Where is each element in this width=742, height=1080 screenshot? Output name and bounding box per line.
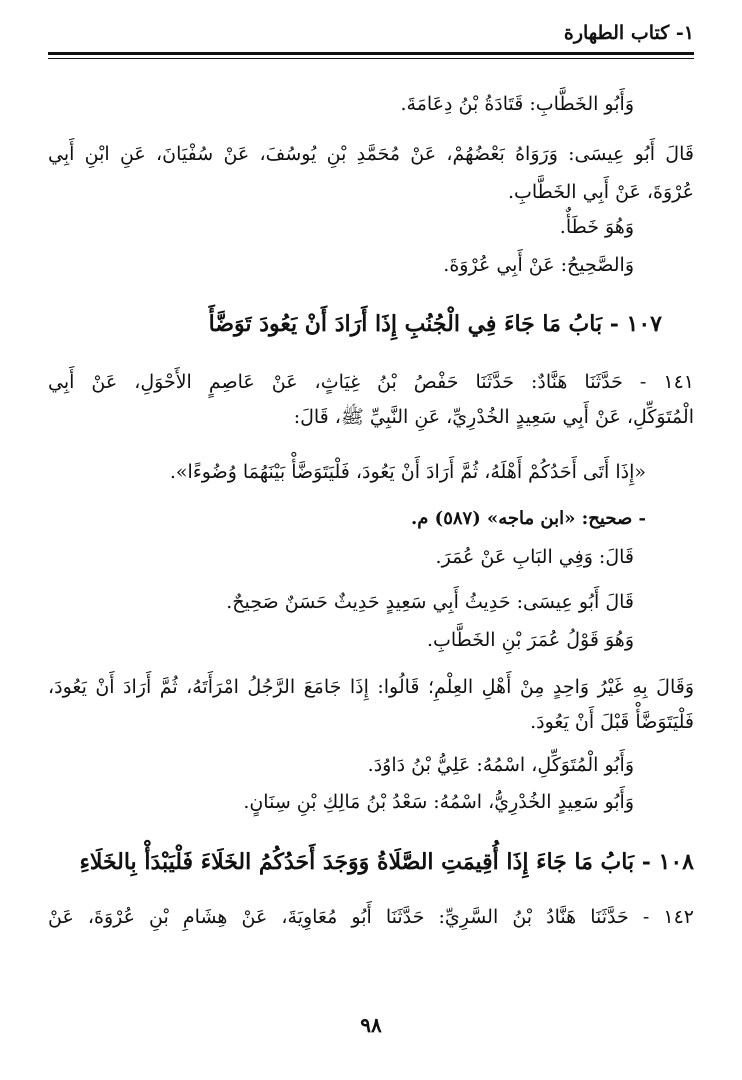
- text-line: وَقَالَ بِهِ غَيْرُ وَاحِدٍ مِنْ أَهْلِ العِلْمِ؛ قَالُوا: إِذَا جَامَعَ الرَّجُلُ امْرَأَتَهُ، ثُمَّ أَرَادَ أَنْ يَعُودَ،: [48, 676, 694, 698]
- chapter-heading-108: ١٠٨ - بَابُ مَا جَاءَ إِذَا أُقِيمَتِ الصَّلَاةُ وَوَجَدَ أَحَدُكُمُ الخَلَاءَ فَلْيَبْدَأْ بِالخَلَاءِ: [79, 849, 694, 875]
- text-line: وَأَبُو الخَطَّابِ: قَتَادَةُ بْنُ دِعَامَةَ.: [400, 93, 634, 115]
- header-rule-thick: [48, 52, 694, 55]
- text-line: وَهُوَ قَوْلُ عُمَرَ بْنِ الخَطَّابِ.: [426, 629, 634, 651]
- hadith-line: الْمُتَوَكِّلِ، عَنْ أَبِي سَعِيدٍ الخُدْرِيِّ، عَنِ النَّبِيِّ ﷺ، قَالَ:: [293, 406, 694, 428]
- text-line: وَالصَّحِيحُ: عَنْ أَبِي عُرْوَةَ.: [443, 254, 634, 276]
- text-line: وَهُوَ خَطَأٌ.: [559, 216, 634, 238]
- hadith-line: ١٤٢ - حَدَّثَنَا هَنَّادُ بْنُ السَّرِيِّ: حَدَّثَنَا أَبُو مُعَاوِيَةَ، عَنْ هِشَامِ بْنِ عُرْوَةَ، عَنْ: [48, 906, 694, 928]
- hadith-matn: «إِذَا أَتَى أَحَدُكُمْ أَهْلَهُ، ثُمَّ أَرَادَ أَنْ يَعُودَ، فَلْيَتَوَضَّأْ بَيْنَهُمَا وُضُوءًا».: [169, 461, 646, 483]
- hadith-grade: - صحيح: «ابن ماجه» (٥٨٧) م.: [411, 508, 646, 529]
- text-line: عُرْوَةَ، عَنْ أَبِي الخَطَّابِ.: [507, 181, 694, 203]
- running-head: ١- كتاب الطهارة: [563, 22, 694, 44]
- page-number: ٩٨: [360, 1013, 382, 1037]
- text-line: قَالَ: وَفِي البَابِ عَنْ عُمَرَ.: [435, 546, 634, 568]
- text-line: قَالَ أَبُو عِيسَى: وَرَوَاهُ بَعْضُهُمْ، عَنْ مُحَمَّدِ بْنِ يُوسُفَ، عَنْ سُفْيَانَ، عَنِ ابْنِ أَبِي: [48, 143, 694, 165]
- text-line: وَأَبُو الْمُتَوَكِّلِ، اسْمُهُ: عَلِيُّ بْنُ دَاوُدَ.: [367, 754, 634, 776]
- chapter-heading-107: ١٠٧ - بَابُ مَا جَاءَ فِي الْجُنُبِ إِذَا أَرَادَ أَنْ يَعُودَ تَوَضَّأَ: [208, 311, 662, 337]
- text-line: وَأَبُو سَعِيدٍ الخُدْرِيُّ، اسْمُهُ: سَعْدُ بْنُ مَالِكِ بْنِ سِنَانٍ.: [243, 791, 634, 813]
- text-line: قَالَ أَبُو عِيسَى: حَدِيثُ أَبِي سَعِيدٍ حَدِيثٌ حَسَنٌ صَحِيحٌ.: [226, 591, 634, 613]
- text-line: فَلْيَتَوَضَّأْ قَبْلَ أَنْ يَعُودَ.: [530, 711, 694, 733]
- hadith-line: ١٤١ - حَدَّثَنَا هَنَّادٌ: حَدَّثَنَا حَفْصُ بْنُ غِيَاثٍ، عَنْ عَاصِمٍ الأَحْوَلِ، عَنْ أَبِي: [48, 371, 694, 393]
- header-rule-thin: [48, 58, 694, 59]
